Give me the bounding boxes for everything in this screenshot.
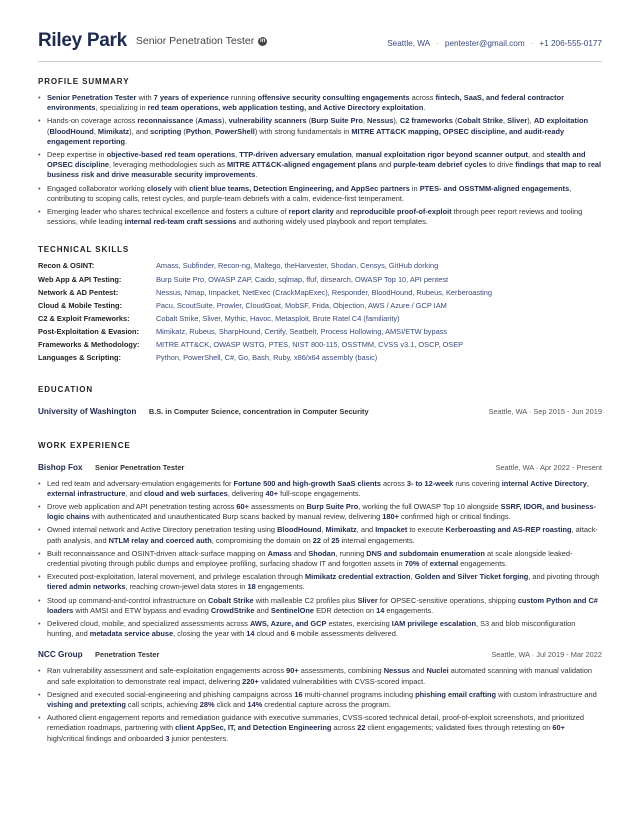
skill-values: Amass, Subfinder, Recon-ng, Maltego, theHarvester, Shodan, Censys, GitHub dorking xyxy=(156,261,439,271)
job-meta: Seattle, WA · Apr 2022 - Present xyxy=(495,462,602,472)
skill-values: Mimikatz, Rubeus, SharpHound, Certify, Seatbelt, Process Hollowing, AMSI/ETW bypass xyxy=(156,326,448,336)
skill-values: Burp Suite Pro, OWASP ZAP, Caido, sqlmap, ffuf, dirsearch, OWASP Top 10, API pentest xyxy=(156,274,449,284)
section-title-work: WORK EXPERIENCE xyxy=(38,440,131,450)
skill-values: Python, PowerShell, C#, Go, Bash, Ruby, x86/x64 assembly (basic) xyxy=(156,353,378,363)
school-name: University of Washington xyxy=(38,406,137,416)
skill-values: Nessus, Nmap, Impacket, NetExec (CrackMapExec), Responder, BloodHound, Rubeus, Kerberoasting xyxy=(156,287,493,297)
job-title: Penetration Tester xyxy=(95,650,160,660)
candidate-role: Senior Penetration Tester xyxy=(135,35,255,47)
list-item: • Designed and executed social-engineering and phishing campaigns across 16 multi-channel programs including phishing email crafting with custom infrastructure and vishing and pretexting call scripts, achieving 28% click and 14% credential capture across the program. xyxy=(38,690,602,710)
skill-category: Frameworks & Methodology: xyxy=(38,340,140,349)
job-bullets xyxy=(38,479,602,640)
list-item: • Deep expertise in objective-based red team operations, TTP-driven adversary emulation, manual exploitation rigor beyond scanner output, and stealth and OPSEC discipline, leveraging methodologies such as MITRE ATT&CK-aligned engagement plans and purple-team debrief cycles to drive findings that map to real business risk and drive measurable security improvements. xyxy=(38,150,602,181)
job-meta: Seattle, WA · Jul 2019 - Mar 2022 xyxy=(491,650,602,660)
list-item: • Senior Penetration Tester with 7 years of experience running offensive security consulting engagements across fintech, SaaS, and federal contractor environments, specializing in red team operations, web application testing, and Active Directory exploitation. xyxy=(38,93,602,113)
section-title-summary: PROFILE SUMMARY xyxy=(38,77,130,86)
list-item: • Hands-on coverage across reconnaissance (Amass), vulnerability scanners (Burp Suite Pro, Nessus), C2 frameworks (Cobalt Strike, Sliver), AD exploitation (BloodHound, Mimikatz), and scripting (Python, PowerShell) with strong fundamentals in MITRE ATT&CK mapping, OPSEC discipline, and audit-ready engagement reporting. xyxy=(38,116,602,147)
job-entry xyxy=(38,644,602,743)
resume-header xyxy=(38,30,602,52)
skill-category: Recon & OSINT: xyxy=(38,261,95,271)
skill-values: Cobalt Strike, Sliver, Mythic, Havoc, Metasploit, Brute Ratel C4 (familiarity) xyxy=(156,313,400,323)
degree: B.S. in Computer Science, concentration in Computer Security xyxy=(148,406,369,416)
list-item: • Stood up command-and-control infrastructure on Cobalt Strike with malleable C2 profiles plus Sliver for OPSEC-sensitive operations, shipping custom Python and C# loaders with AMSI and ETW bypass and evading CrowdStrike and SentinelOne EDR detection on 14 engagements. xyxy=(38,596,602,616)
list-item: • Engaged collaborator working closely with client blue teams, Detection Engineering, and AppSec partners in PTES- and OSSTMM-aligned engagements, contributing to scoping calls, retest cycles, and purple-team debriefs with a calm, evidence-first temperament. xyxy=(38,184,602,204)
job-bullets xyxy=(38,666,602,743)
list-item: • Authored client engagement reports and remediation guidance with executive summaries, CVSS-scored technical detail, proof-of-exploit screenshots, and prioritized remediation roadmaps, partnering with client AppSec, IT, and Detection Engineering across 22 client engagements; validated fixes through retesting on 60+ high/critical findings and onboarded 3 junior pentesters. xyxy=(38,713,602,744)
contact-email[interactable]: pentester@gmail.com xyxy=(444,39,525,48)
list-item: • Drove web application and API penetration testing across 60+ assessments on Burp Suite Pro, working the full OWASP Top 10 alongside SSRF, IDOR, and business-logic chains with authenticated and unauthenticated Burp scans backed by manual review, delivering 180+ confirmed high or critical findings. xyxy=(38,502,602,522)
skill-category: C2 & Exploit Frameworks: xyxy=(38,313,130,323)
skill-category: Network & AD Pentest: xyxy=(38,287,119,297)
separator-dot-icon: · xyxy=(530,39,534,48)
skill-values: MITRE ATT&CK, OWASP WSTG, PTES, NIST 800-115, OSSTMM, CVSS v3.1, OSCP, OSEP xyxy=(156,340,464,349)
skill-category: Languages & Scripting: xyxy=(38,353,121,363)
contact-info xyxy=(387,39,602,48)
skills-table xyxy=(38,261,602,362)
section-title-education: EDUCATION xyxy=(38,384,94,394)
section-title-skills: TECHNICAL SKILLS xyxy=(38,245,130,255)
skill-category: Post-Exploitation & Evasion: xyxy=(38,326,140,336)
list-item: • Built reconnaissance and OSINT-driven attack-surface mapping on Amass and Shodan, running DNS and subdomain enumeration at scale alongside leaked-credential pivoting through public dumps and employee profiling, surfacing shadow IT and forgotten assets in 70% of external engagements. xyxy=(38,549,602,569)
skill-category: Web App & API Testing: xyxy=(38,274,122,284)
company-name: Bishop Fox xyxy=(38,462,83,472)
list-item: • Ran vulnerability assessment and safe-exploitation engagements across 90+ assessments, combining Nessus and Nuclei automated scanning with manual validation and safe exploitation to demonstrate real impact, delivering 220+ validated vulnerabilities with CVSS-scored impact. xyxy=(38,666,602,686)
list-item: • Owned internal network and Active Directory penetration testing using BloodHound, Mimikatz, and Impacket to execute Kerberoasting and AS-REP roasting, attack-path analysis, and NTLM relay and coerced auth, compromising the domain on 22 of 25 internal engagements. xyxy=(38,525,602,545)
skill-category: Cloud & Mobile Testing: xyxy=(38,300,123,310)
education-entry xyxy=(38,401,602,419)
company-name: NCC Group xyxy=(38,650,83,660)
job-title: Senior Penetration Tester xyxy=(95,462,185,472)
header-divider xyxy=(38,61,602,62)
linkedin-icon[interactable]: in xyxy=(260,38,266,44)
separator-dot-icon: · xyxy=(436,39,439,48)
contact-location: Seattle, WA xyxy=(387,39,431,48)
candidate-name: Riley Park xyxy=(38,30,127,51)
skill-values: Pacu, ScoutSuite, Prowler, CloudGoat, MobSF, Frida, Objection, AWS / Azure / GCP IAM xyxy=(156,300,447,310)
list-item: • Delivered cloud, mobile, and specialized assessments across AWS, Azure, and GCP estates, exercising IAM privilege escalation, S3 and blob misconfiguration hunting, and metadata service abuse, closing the year with 14 cloud and 6 mobile assessments delivered. xyxy=(38,619,602,639)
summary-list xyxy=(38,93,602,227)
education-meta: Seattle, WA · Sep 2015 - Jun 2019 xyxy=(488,406,602,416)
contact-phone[interactable]: +1 206-555-0177 xyxy=(539,39,602,48)
job-entry xyxy=(38,457,602,640)
list-item: • Executed post-exploitation, lateral movement, and privilege escalation through Mimikatz credential extraction, Golden and Silver Ticket forging, and pivoting through tiered admin networks, reaching crown-jewel data stores in 18 engagements. xyxy=(38,572,602,592)
list-item: • Emerging leader who shares technical excellence and fosters a culture of report clarity and reproducible proof-of-exploit through peer report reviews and tooling sessions, while leading internal red-team craft sessions and authoring widely used playbook and report templates. xyxy=(38,207,602,227)
list-item: • Led red team and adversary-emulation engagements for Fortune 500 and high-growth SaaS clients across 3- to 12-week runs covering internal Active Directory, external infrastructure, and cloud and web surfaces, delivering 40+ full-scope engagements. xyxy=(38,479,602,499)
